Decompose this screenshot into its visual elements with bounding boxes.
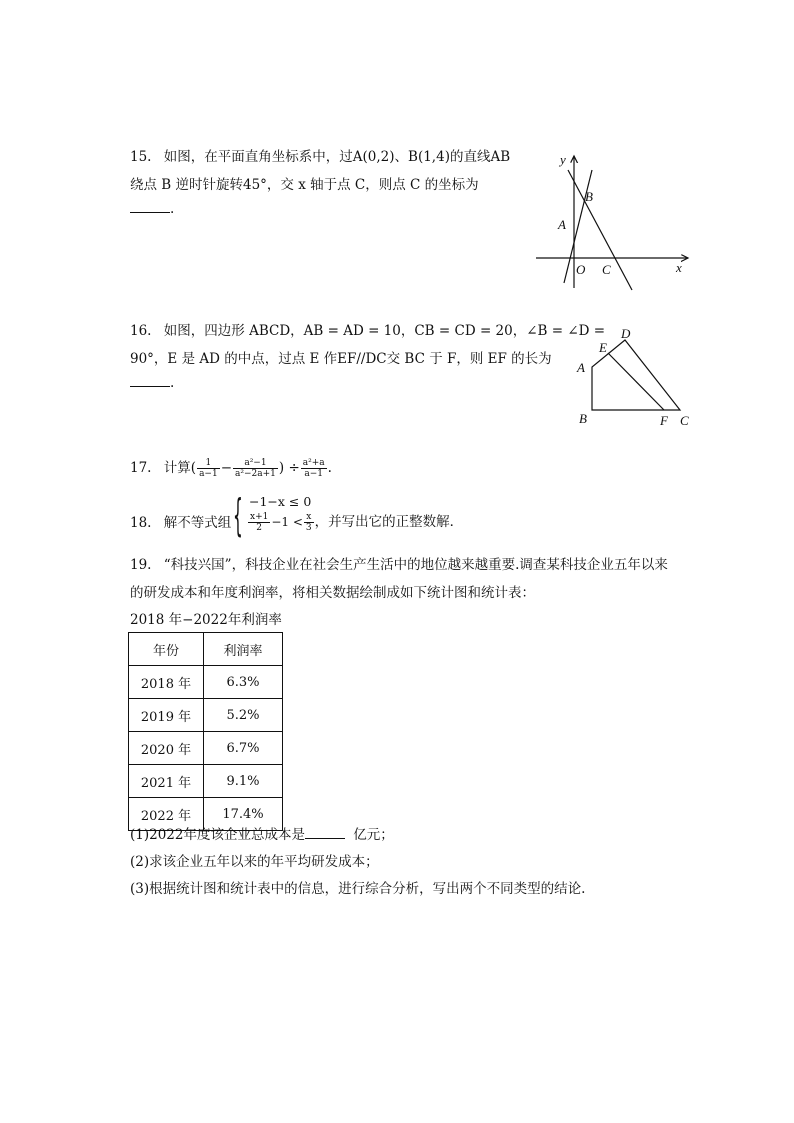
q19-text-1: “科技兴国”，科技企业在社会生产生活中的地位越来越重要.调查某科技企业五年以来	[163, 557, 668, 573]
table-row	[129, 765, 283, 798]
q19-sub2: (2)求该企业五年以来的年平均研发成本；	[130, 854, 379, 870]
q18-brace: {	[233, 490, 243, 541]
table-cell-rate: 6.7%	[204, 732, 283, 765]
q15-label-c: C	[602, 262, 611, 277]
q17-number: 17.	[130, 460, 152, 476]
table-cell-year: 2018 年	[129, 666, 204, 699]
q19-number: 19.	[130, 557, 152, 573]
q19-line2: 的研发成本和年度利润率，将相关数据绘制成如下统计图和统计表：	[130, 585, 535, 601]
q15-answer-blank[interactable]	[130, 200, 170, 213]
q15-line1	[130, 145, 510, 165]
q16-figure	[572, 325, 702, 435]
q16-line3: .	[130, 374, 174, 391]
q15-line3: .	[130, 200, 174, 217]
table-header-row	[129, 633, 283, 666]
q16-number: 16.	[130, 323, 152, 339]
q19-answer-blank[interactable]	[305, 826, 345, 839]
table-cell-year: 2022 年	[129, 798, 204, 831]
q18-inequality-1: −1−x ≤ 0	[249, 494, 312, 509]
table-row	[129, 732, 283, 765]
q16-label-b: B	[579, 411, 587, 426]
table-header-rate: 利润率	[204, 633, 283, 666]
table-header-year: 年份	[129, 633, 204, 666]
q16-text-1: 如图，四边形 ABCD，AB = AD = 10，CB = CD = 20，∠B = ∠D =	[163, 323, 606, 339]
table-cell-rate: 17.4%	[204, 798, 283, 831]
table-cell-rate: 6.3%	[204, 666, 283, 699]
q19-line1	[130, 553, 668, 573]
table-row	[129, 699, 283, 732]
q15-number: 15.	[130, 149, 152, 165]
q19-table-title: 2018 年−2022年利润率	[130, 612, 282, 628]
table-row	[129, 666, 283, 699]
q15-text-1: 如图，在平面直角坐标系中，过A(0,2)、B(1,4)的直线AB	[163, 149, 511, 165]
q16-label-e: E	[599, 340, 607, 355]
table-cell-rate: 9.1%	[204, 765, 283, 798]
profit-rate-table	[128, 632, 283, 831]
q15-figure	[530, 148, 700, 298]
q15-label-o: O	[576, 262, 586, 277]
q15-label-a: A	[558, 217, 566, 232]
q15-label-b: B	[585, 189, 593, 204]
table-cell-rate: 5.2%	[204, 699, 283, 732]
q18-number: 18.	[130, 515, 152, 531]
q17-fraction-1: $\frac{1}{a-1}$	[199, 458, 218, 479]
q16-line1	[130, 319, 605, 339]
q15-label-x: x	[676, 260, 682, 275]
q17-line: 17. 计算( $\frac{1}{a-1}$ − $\frac{\text{a²−1}}{\text{a²−2a+1}}$ ) ÷ $\frac{\text{a²+a}}{a-1}$ .	[130, 458, 332, 479]
q17-fraction-3: $\frac{\text{a²+a}}{a-1}$	[302, 458, 325, 479]
q15-label-y: y	[560, 152, 566, 167]
table-cell-year: 2019 年	[129, 699, 204, 732]
q19-sub1: (1)2022年度该企业总成本是 亿元；	[130, 827, 394, 843]
table-cell-year: 2020 年	[129, 732, 204, 765]
q16-segment-ef	[608, 353, 664, 410]
q17-fraction-2: $\frac{\text{a²−1}}{\text{a²−2a+1}}$	[235, 458, 276, 479]
q16-label-c: C	[680, 413, 689, 428]
q16-label-d: D	[621, 326, 631, 341]
q16-answer-blank[interactable]	[130, 374, 170, 387]
q15-line2: 绕点 B 逆时针旋转45°，交 x 轴于点 C，则点 C 的坐标为	[130, 177, 479, 193]
q18-number-prefix: 18. 解不等式组	[130, 515, 232, 531]
q16-label-a: A	[577, 360, 585, 375]
q16-line2: 90°，E 是 AD 的中点，过点 E 作EF//DC交 BC 于 F，则 EF 的长为	[130, 351, 552, 367]
q16-label-f: F	[660, 413, 668, 428]
q19-sub3: (3)根据统计图和统计表中的信息，进行综合分析，写出两个不同类型的结论.	[130, 881, 586, 897]
q18-inequality-2: $\frac{x+1}{2}$ −1 < $\frac{x}{3}$ ，并写出它的正整数解．	[250, 512, 464, 533]
table-cell-year: 2021 年	[129, 765, 204, 798]
